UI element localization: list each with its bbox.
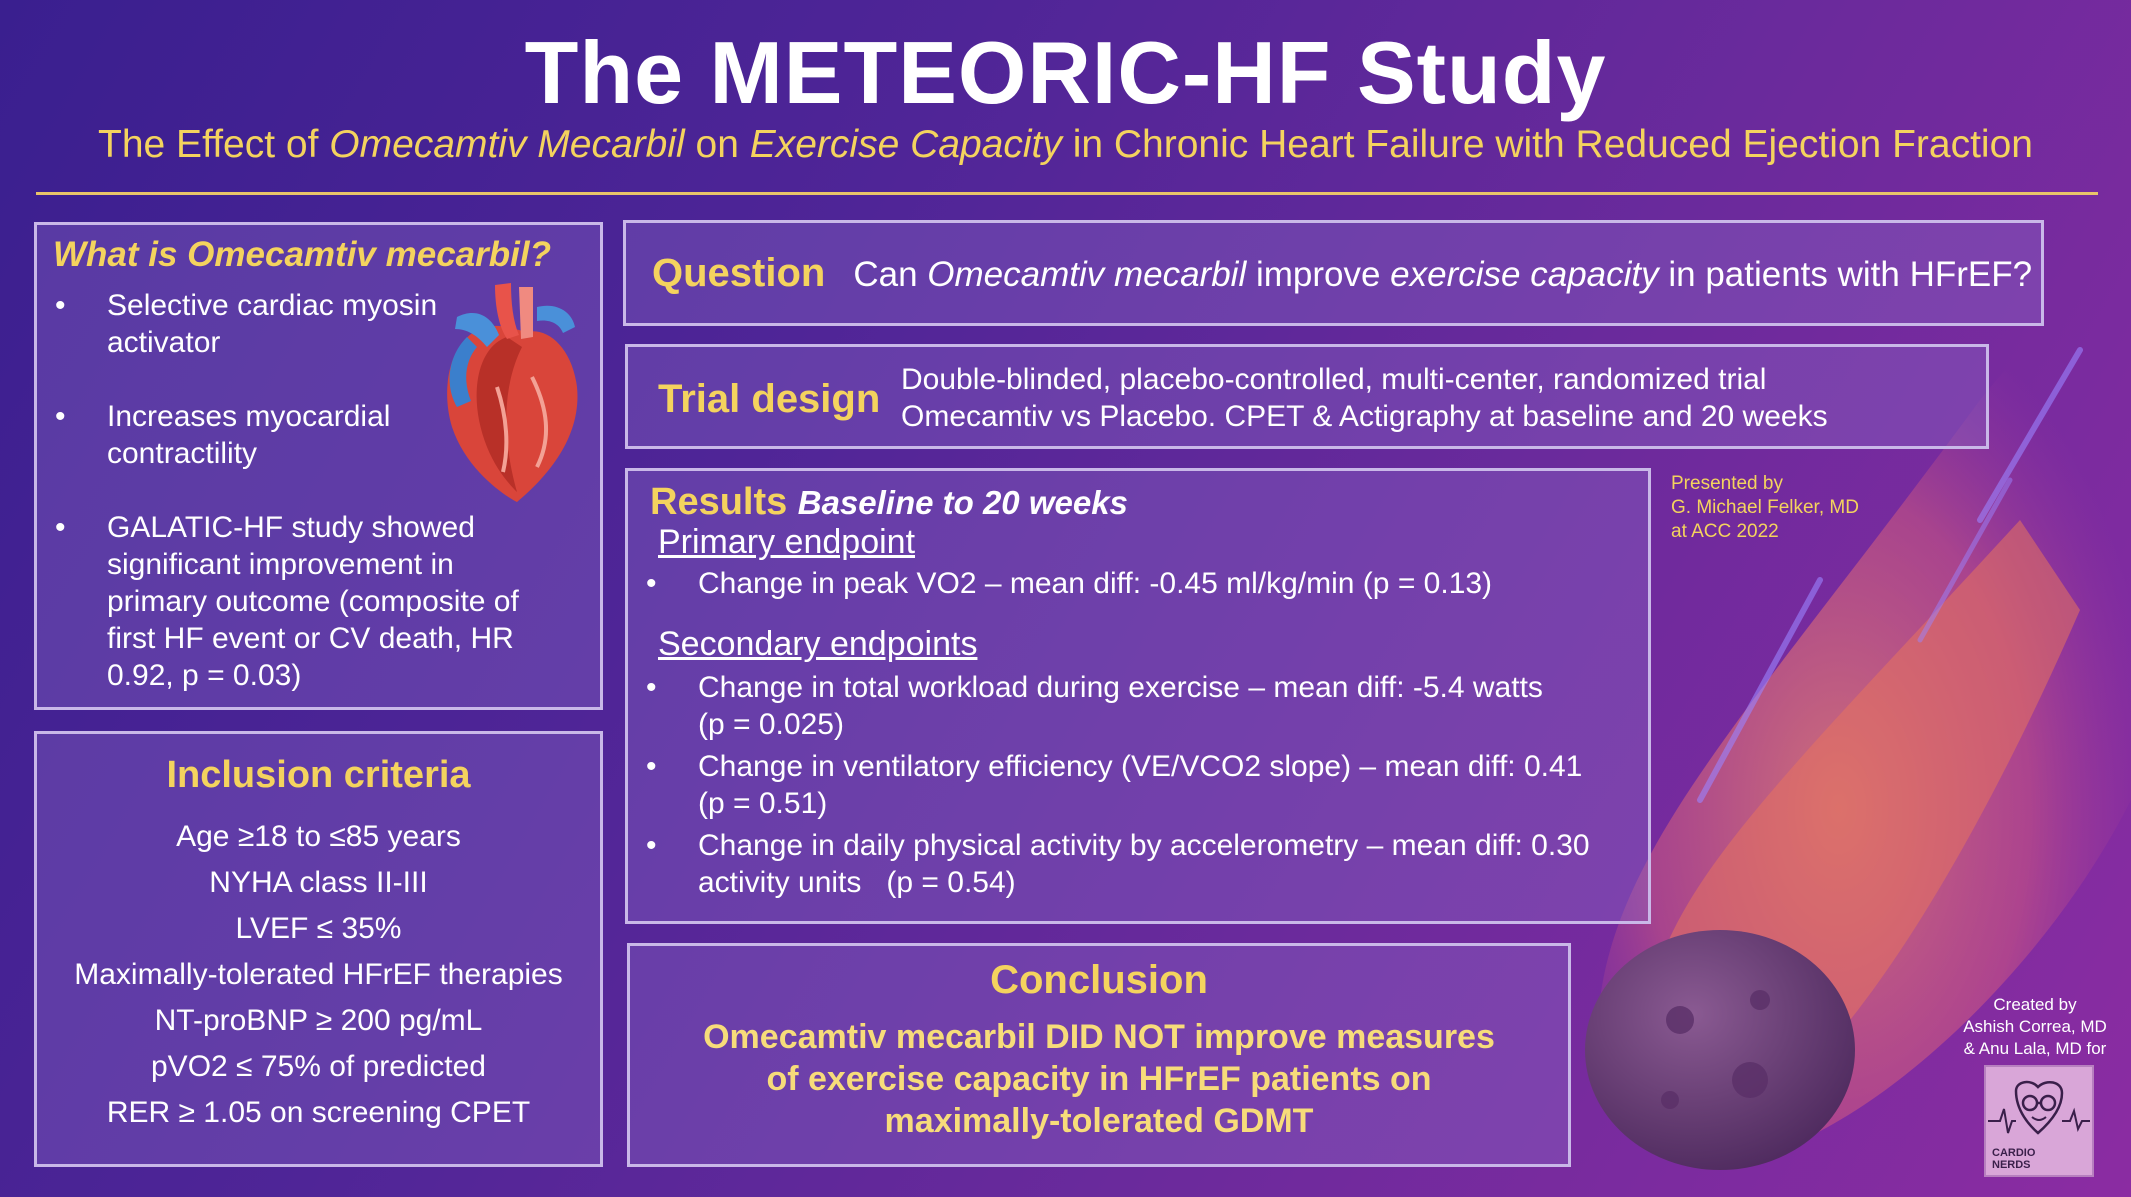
presented-line: at ACC 2022 bbox=[1671, 521, 1779, 542]
conclusion-line: maximally-tolerated GDMT bbox=[884, 1102, 1314, 1140]
presented-by bbox=[1671, 472, 1859, 544]
what-is-panel bbox=[34, 222, 603, 710]
primary-endpoint-heading: Primary endpoint bbox=[658, 523, 916, 561]
list-item: • GALATIC-HF study showed significant improvement in primary outcome (composite of first HF event or CV death, HR 0.92, p = 0.03) bbox=[37, 509, 557, 694]
conclusion-heading: Conclusion bbox=[990, 958, 1208, 1002]
list-item: NT-proBNP ≥ 200 pg/mL bbox=[154, 1004, 483, 1037]
trial-design-line: Double-blinded, placebo-controlled, multi-center, randomized trial bbox=[901, 363, 1767, 396]
header-divider bbox=[36, 192, 2098, 195]
presented-line: G. Michael Felker, MD bbox=[1671, 497, 1859, 518]
question-text-part: in patients with HFrEF? bbox=[1658, 255, 2033, 294]
subtitle-part: The Effect of bbox=[98, 123, 330, 166]
trial-design-panel bbox=[625, 344, 1989, 449]
question-drug: Omecamtiv mecarbil bbox=[927, 255, 1247, 294]
conclusion-line: Omecamtiv mecarbil DID NOT improve measures bbox=[703, 1018, 1495, 1056]
subtitle-part: on bbox=[684, 123, 750, 166]
trial-design-text bbox=[901, 361, 1828, 435]
page-subtitle bbox=[0, 120, 2131, 170]
subtitle-part: in Chronic Heart Failure with Reduced Ejection Fraction bbox=[1061, 123, 2033, 166]
question-text-part: Can bbox=[853, 255, 928, 294]
what-is-heading: What is Omecamtiv mecarbil? bbox=[53, 235, 551, 274]
credits bbox=[1950, 994, 2120, 1060]
page-title: The METEORIC-HF Study bbox=[524, 23, 1607, 122]
list-item: • Selective cardiac myosin activator bbox=[37, 287, 447, 361]
list-item: • Change in ventilatory efficiency (VE/VCO2 slope) – mean diff: 0.41 (p = 0.51) bbox=[628, 748, 1590, 822]
results-panel bbox=[625, 468, 1651, 924]
trial-design-line: Omecamtiv vs Placebo. CPET & Actigraphy at baseline and 20 weeks bbox=[901, 400, 1828, 433]
list-item: RER ≥ 1.05 on screening CPET bbox=[106, 1096, 531, 1129]
inclusion-panel bbox=[34, 731, 603, 1167]
conclusion-text bbox=[630, 1016, 1568, 1142]
credit-line: Ashish Correa, MD bbox=[1963, 1017, 2107, 1036]
question-label: Question bbox=[652, 251, 826, 295]
results-label: Results bbox=[650, 481, 788, 523]
what-is-list bbox=[37, 287, 557, 694]
cardionerds-logo-icon bbox=[1984, 1065, 2094, 1177]
subtitle-outcome: Exercise Capacity bbox=[749, 123, 1062, 166]
question-outcome: exercise capacity bbox=[1390, 255, 1659, 294]
secondary-endpoints-list bbox=[628, 669, 1590, 901]
secondary-endpoints-heading: Secondary endpoints bbox=[658, 625, 978, 663]
list-item: • Increases myocardial contractility bbox=[37, 398, 447, 472]
conclusion-line: of exercise capacity in HFrEF patients on bbox=[766, 1060, 1432, 1098]
list-item: LVEF ≤ 35% bbox=[235, 912, 402, 945]
conclusion-panel bbox=[627, 943, 1571, 1167]
subtitle-drug: Omecamtiv Mecarbil bbox=[329, 123, 685, 166]
trial-design-label: Trial design bbox=[658, 377, 881, 421]
results-timeframe: Baseline to 20 weeks bbox=[797, 484, 1128, 521]
list-item: Age ≥18 to ≤85 years bbox=[176, 820, 461, 853]
credit-line: Created by bbox=[1993, 995, 2077, 1014]
list-item: • Change in peak VO2 – mean diff: -0.45 ml/kg/min (p = 0.13) bbox=[628, 565, 1492, 602]
credit-line: & Anu Lala, MD for bbox=[1963, 1039, 2107, 1058]
presented-line: Presented by bbox=[1671, 473, 1783, 494]
logo-text: CARDIO NERDS bbox=[1992, 1147, 2036, 1171]
question-panel bbox=[623, 220, 2044, 326]
list-item: • Change in total workload during exercise – mean diff: -5.4 watts (p = 0.025) bbox=[628, 669, 1590, 743]
inclusion-heading: Inclusion criteria bbox=[166, 754, 471, 796]
list-item: NYHA class II-III bbox=[209, 866, 428, 899]
primary-endpoint-list bbox=[628, 565, 1492, 602]
list-item: pVO2 ≤ 75% of predicted bbox=[151, 1050, 486, 1083]
question-text-part: improve bbox=[1246, 255, 1391, 294]
list-item: Maximally-tolerated HFrEF therapies bbox=[74, 958, 563, 991]
list-item: • Change in daily physical activity by accelerometry – mean diff: 0.30 activity units (p = 0.54) bbox=[628, 827, 1590, 901]
inclusion-list bbox=[37, 814, 600, 1136]
